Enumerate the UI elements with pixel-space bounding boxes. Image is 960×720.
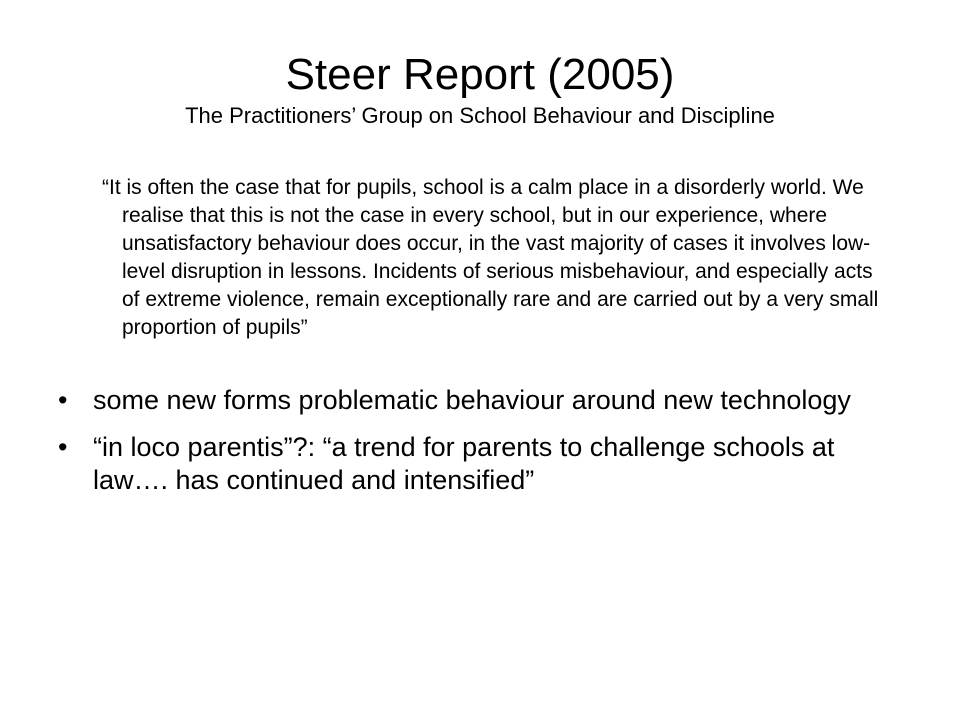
quote-text: “It is often the case that for pupils, school is a calm place in a disorderly world. We realise that this is not the case in every school, but in our experience, where unsatisfactory behaviour does occur, in the vast majority of cases it involves low-level disruption in lessons. Incidents of serious misbehaviour, and especially acts of extreme violence, remain exceptionally rare and are carried out by a very small proportion of pupils”	[102, 176, 879, 339]
bullet-icon: •	[58, 432, 68, 462]
bullet-text: “in loco parentis”?: “a trend for parents to challenge schools at law…. has continued and intensified”	[93, 432, 835, 495]
slide-title: Steer Report (2005)	[285, 50, 675, 99]
title-block	[60, 48, 900, 130]
bullet-text: some new forms problematic behaviour around new technology	[93, 385, 851, 415]
bullet-item-new-technology	[58, 384, 908, 417]
bullet-list	[58, 384, 908, 511]
bullet-item-in-loco-parentis	[58, 431, 908, 497]
bullet-icon: •	[58, 385, 68, 415]
slide-subtitle: The Practitioners’ Group on School Behaviour and Discipline	[185, 103, 775, 128]
